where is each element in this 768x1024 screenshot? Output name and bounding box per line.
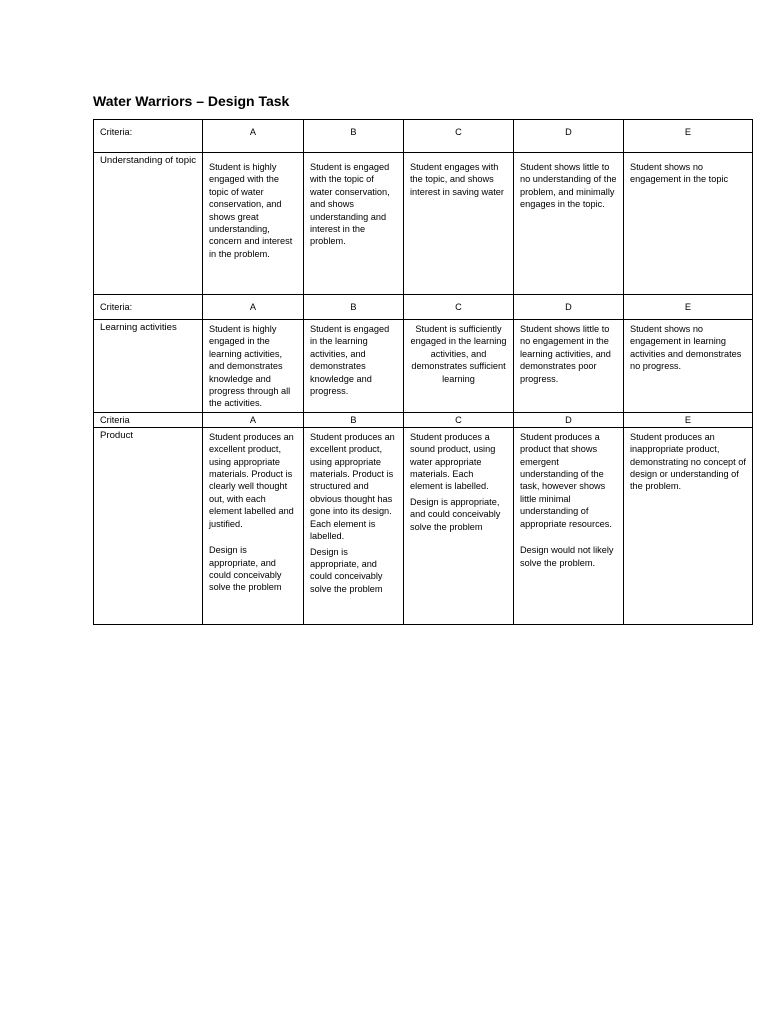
grade-a-header: A [249, 414, 257, 425]
grade-b-header: B [350, 414, 357, 425]
header-row [94, 120, 753, 153]
product-e-text: Student produces an inappropriate product, demonstrating no concept of design or understanding of the problem. [630, 431, 746, 492]
criteria-header-cell [94, 412, 203, 427]
learning-d-cell [514, 320, 624, 413]
rubric-table [93, 119, 753, 625]
criteria-header-label: Criteria: [100, 126, 133, 137]
product-a-cell [203, 427, 304, 624]
document-title: Water Warriors – Design Task [93, 93, 290, 109]
grade-c-header-cell [404, 120, 514, 153]
criteria-header-cell [94, 295, 203, 320]
learning-b-cell [304, 320, 404, 413]
grade-e-header-cell [624, 120, 753, 153]
understanding-label-cell [94, 153, 203, 295]
learning-label: Learning activities [100, 322, 177, 333]
understanding-b-text: Student is engaged with the topic of water conservation, and shows understanding and interest in the problem. [310, 162, 390, 247]
product-b-design-text: Design is appropriate, and could conceivably solve the problem [310, 546, 383, 594]
understanding-e-text: Student shows no engagement in the topic [630, 162, 729, 185]
grade-b-header: B [350, 126, 357, 137]
header-row [94, 295, 753, 320]
understanding-label: Understanding of topic [100, 155, 196, 166]
grade-c-header: C [455, 126, 462, 137]
criteria-header-label: Criteria [100, 414, 130, 425]
learning-d-text: Student shows little to no engagement in the learning activities, and demonstrates poor progress. [520, 324, 611, 384]
grade-a-header: A [249, 301, 257, 312]
learning-c-cell [404, 320, 514, 413]
product-e-cell [624, 427, 753, 624]
product-a-design-text: Design is appropriate, and could conceivably solve the problem [209, 545, 282, 593]
product-d-text: Student produces a product that shows emergent understanding of the task, however shows little minimal understanding of appropriate resources. [520, 431, 612, 529]
understanding-b-cell [304, 153, 404, 295]
grade-a-header-cell [203, 120, 304, 153]
grade-c-header: C [455, 414, 462, 425]
grade-a-header-cell [203, 295, 304, 320]
grade-b-header-cell [304, 412, 404, 427]
criteria-header-cell [94, 120, 203, 153]
grade-b-header-cell [304, 120, 404, 153]
learning-e-cell [624, 320, 753, 413]
grade-d-header-cell [514, 120, 624, 153]
understanding-c-cell [404, 153, 514, 295]
grade-c-header-cell [404, 295, 514, 320]
grade-a-header-cell [203, 412, 304, 427]
product-label-cell [94, 427, 203, 624]
criteria-header-label: Criteria: [100, 301, 133, 312]
product-a-text: Student produces an excellent product, using appropriate materials. Product is clearly well thought out, with each element labelled and justified. [209, 431, 294, 529]
grade-d-header-cell [514, 412, 624, 427]
grade-a-header: A [249, 126, 257, 137]
header-row [94, 412, 753, 427]
learning-label-cell [94, 320, 203, 413]
understanding-d-text: Student shows little to no understanding of the problem, and minimally engages in the topic. [520, 162, 617, 210]
product-b-cell [304, 427, 404, 624]
grade-d-header-cell [514, 295, 624, 320]
product-c-design-text: Design is appropriate, and could conceivably solve the problem [410, 496, 501, 532]
product-label: Product [100, 429, 134, 441]
understanding-e-cell [624, 153, 753, 295]
understanding-row [94, 153, 753, 295]
product-d-cell [514, 427, 624, 624]
grade-d-header: D [565, 414, 572, 425]
grade-e-header-cell [624, 295, 753, 320]
grade-b-header: B [350, 301, 357, 312]
learning-b-text: Student is engaged in the learning activities, and demonstrates knowledge and progress. [310, 324, 390, 397]
grade-d-header: D [565, 301, 572, 312]
product-c-text: Student produces a sound product, using water appropriate materials. Each element is labelled. [410, 431, 496, 492]
understanding-d-cell [514, 153, 624, 295]
learning-e-text: Student shows no engagement in learning activities and demonstrates no progress. [630, 324, 742, 372]
understanding-a-cell [203, 153, 304, 295]
product-c-cell [404, 427, 514, 624]
product-d-design-text: Design would not likely solve the problem. [520, 545, 614, 568]
learning-a-text: Student is highly engaged in the learning activities, and demonstrates knowledge and progress through all the activities. [209, 324, 291, 409]
grade-d-header: D [565, 126, 572, 137]
grade-c-header-cell [404, 412, 514, 427]
grade-e-header-cell [624, 412, 753, 427]
grade-e-header: E [684, 126, 692, 137]
product-row [94, 427, 753, 624]
understanding-a-text: Student is highly engaged with the topic of water conservation, and shows great understanding, concern and interest in the problem. [209, 162, 293, 259]
grade-e-header: E [684, 414, 692, 425]
understanding-c-text: Student engages with the topic, and shows interest in saving water [410, 162, 504, 197]
grade-b-header-cell [304, 295, 404, 320]
grade-c-header: C [455, 301, 462, 312]
learning-c-text: Student is sufficiently engaged in the learning activities, and demonstrates sufficient learning [410, 324, 507, 384]
learning-a-cell [203, 320, 304, 413]
product-b-text: Student produces an excellent product, using appropriate materials. Product is structured and obvious thought has gone into its design. Each element is labelled. [310, 431, 395, 542]
grade-e-header: E [684, 301, 692, 312]
learning-activities-row [94, 320, 753, 413]
